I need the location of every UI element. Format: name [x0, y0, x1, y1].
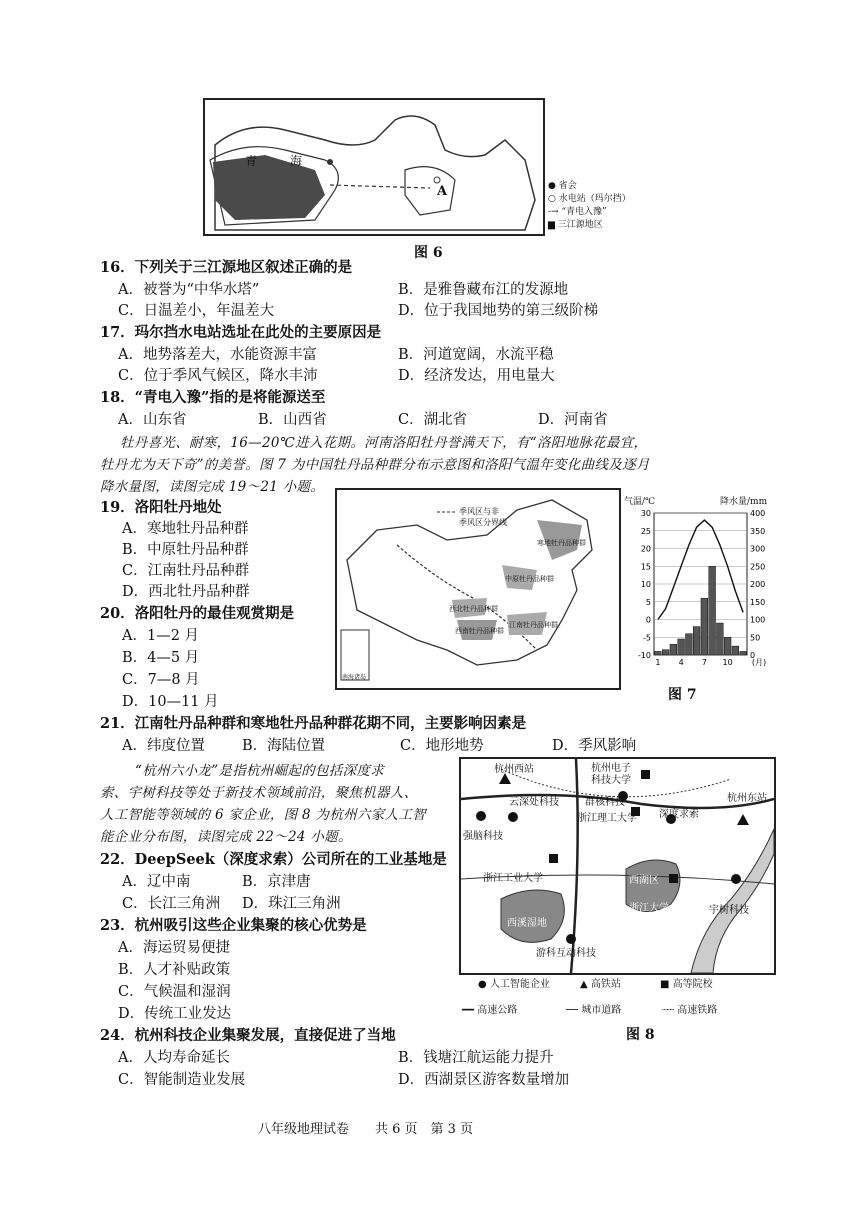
q21-option-d[interactable]: D．季风影响 — [552, 738, 637, 754]
q17-option-d[interactable]: D．经济发达，用电量大 — [398, 368, 555, 384]
q16-stem: 16．下列关于三江源地区叙述正确的是 — [100, 259, 353, 276]
q18-option-d[interactable]: D．河南省 — [538, 412, 608, 428]
q19-option-c[interactable]: C．江南牡丹品种群 — [122, 563, 250, 579]
q19-option-a[interactable]: A．寒地牡丹品种群 — [122, 521, 249, 537]
climate-tick-x: 7 — [701, 658, 707, 667]
q23-option-b[interactable]: B．人才补贴政策 — [118, 962, 231, 978]
yunshen-marker — [508, 812, 518, 822]
para2-line2: 索、宇树科技等处于新技术领域前沿，聚焦机器人、 — [100, 785, 418, 801]
unitree-marker — [731, 874, 741, 884]
climate-ylabel-left: 气温/℃ — [624, 497, 656, 507]
label-zju: 浙江大学 — [629, 903, 669, 914]
q21-option-c[interactable]: C．地形地势 — [400, 738, 484, 754]
climate-tick-left: 25 — [640, 526, 651, 536]
label-a: A — [437, 184, 448, 199]
para1-line2: 牡丹尤为天下奇”的美誉。图 7 为中国牡丹品种群分布示意图和洛阳气温年变化曲线及逐月 — [100, 457, 650, 473]
power-station-marker — [327, 159, 333, 165]
label-youke: 游科互动科技 — [536, 948, 596, 959]
q24-option-a[interactable]: A．人均寿命延长 — [118, 1050, 230, 1066]
zjut-marker — [549, 854, 558, 863]
climate-tick-left: -5 — [643, 633, 651, 643]
label-central-group: 中原牡丹品种群 — [505, 575, 554, 583]
legend-hsr-station: ▲ 高铁站 — [580, 979, 621, 990]
q18-option-a[interactable]: A．山东省 — [118, 412, 187, 428]
q22-option-b[interactable]: B．京津唐 — [242, 874, 311, 890]
precip-bar — [693, 627, 700, 655]
label-inset: 南海诸岛 — [342, 674, 367, 681]
climate-tick-x: 4 — [678, 658, 684, 667]
q24-option-c[interactable]: C．智能制造业发展 — [118, 1072, 246, 1088]
climate-tick-right: 250 — [750, 562, 766, 572]
q18-option-b[interactable]: B．山西省 — [258, 412, 327, 428]
label-yunshen: 云深处科技 — [509, 797, 559, 808]
map-legend-line1: 季风区与非 — [459, 507, 499, 516]
climate-tick-right: 200 — [750, 580, 766, 589]
q16-option-d[interactable]: D．位于我国地势的第三级阶梯 — [398, 303, 599, 319]
label-zist: 浙江理工大学 — [577, 813, 637, 824]
q22-option-c[interactable]: C．长江三角洲 — [122, 896, 221, 912]
climate-tick-right: 0 — [750, 651, 756, 660]
legend-hsr: ┈┈ 高速铁路 — [662, 1005, 718, 1016]
climate-tick-left: 15 — [640, 562, 651, 572]
label-unitree: 宇树科技 — [709, 905, 749, 916]
precip-bar — [740, 651, 747, 655]
label-east-station: 杭州东站 — [727, 793, 767, 804]
q21-option-a[interactable]: A．纬度位置 — [122, 738, 205, 754]
q22-stem: 22．DeepSeek（深度求索）公司所在的工业基地是 — [100, 851, 447, 868]
q18-stem: 18．“青电入豫”指的是将能源送至 — [100, 389, 326, 406]
fig7-climate-chart — [622, 497, 777, 677]
q20-option-a[interactable]: A．1—2 月 — [122, 628, 200, 644]
q16-option-a[interactable]: A．被誉为“中华水塔” — [118, 282, 260, 298]
q16-option-b[interactable]: B．是雅鲁藏布江的发源地 — [398, 282, 569, 298]
precip-bar — [670, 644, 677, 655]
climate-tick-right: 150 — [750, 597, 766, 607]
fig7-caption: 图 7 — [668, 687, 697, 703]
legend-university: ■ 高等院校 — [660, 979, 713, 990]
q21-option-b[interactable]: B．海陆位置 — [242, 738, 326, 754]
capital-marker — [434, 177, 440, 183]
precip-bar — [701, 598, 708, 655]
q17-option-a[interactable]: A．地势落差大，水能资源丰富 — [118, 347, 317, 363]
legend-region: ▆ 三江源地区 — [548, 220, 603, 230]
q20-option-d[interactable]: D．10—11 月 — [122, 694, 219, 710]
label-qing: 青 — [245, 154, 258, 168]
power-line — [330, 185, 430, 188]
q19-option-d[interactable]: D．西北牡丹品种群 — [122, 584, 250, 600]
brain-marker — [476, 811, 486, 821]
sanjiangyuan-region — [213, 155, 325, 220]
fig6-map — [203, 98, 545, 236]
legend-city-road: ── 城市道路 — [566, 1005, 622, 1016]
precip-bar — [709, 566, 716, 655]
fig8-hangzhou-map — [459, 757, 776, 975]
q17-stem: 17．玛尔挡水电站选址在此处的主要原因是 — [100, 324, 382, 341]
climate-tick-left: 0 — [645, 615, 651, 625]
q19-option-b[interactable]: B．中原牡丹品种群 — [122, 542, 249, 558]
label-hdu: 杭州电子 — [591, 763, 631, 774]
q22-option-a[interactable]: A．辽中南 — [122, 874, 191, 890]
q17-option-b[interactable]: B．河道宽阔，水流平稳 — [398, 347, 554, 363]
label-deepseek: 深度求索 — [659, 809, 699, 820]
q23-option-c[interactable]: C．气候温和湿润 — [118, 984, 231, 1000]
q17-option-c[interactable]: C．位于季风气候区，降水丰沛 — [118, 368, 318, 384]
para2-line3: 人工智能等领域的 6 家企业，图 8 为杭州六家人工智 — [100, 807, 426, 823]
label-hdu-2: 科技大学 — [591, 775, 631, 786]
precip-bar — [724, 637, 731, 655]
label-qunhe: 群核科技 — [585, 797, 625, 808]
label-xixi: 西溪湿地 — [507, 918, 547, 929]
climate-tick-left: 20 — [640, 544, 651, 554]
q23-stem: 23．杭州吸引这些企业集聚的核心优势是 — [100, 917, 367, 934]
para1-line3: 降水量图，读图完成 19～21 小题。 — [100, 479, 325, 495]
fig7-china-map — [335, 488, 621, 690]
precip-bar — [732, 646, 739, 655]
q23-option-d[interactable]: D．传统工业发达 — [118, 1006, 232, 1022]
legend-line: -→ “青电入豫” — [548, 207, 607, 217]
climate-tick-left: 5 — [645, 597, 651, 607]
q22-option-d[interactable]: D．珠江三角洲 — [242, 896, 341, 912]
climate-tick-right: 350 — [750, 526, 766, 536]
legend-capital: ● 省会 — [548, 181, 577, 191]
page-footer: 八年级地理试卷 共 6 页 第 3 页 — [258, 1122, 474, 1137]
label-west-station: 杭州西站 — [494, 764, 534, 775]
legend-expressway: ━━ 高速公路 — [462, 1005, 518, 1016]
precip-bar — [662, 650, 669, 655]
label-xihu: 西湖区 — [629, 875, 659, 886]
legend-station: ○ 水电站（玛尔挡） — [548, 194, 631, 204]
climate-tick-x: 1 — [655, 658, 661, 667]
climate-tick-right: 400 — [750, 509, 766, 518]
q20-option-c[interactable]: C．7—8 月 — [122, 672, 200, 688]
map-legend-line2: 季风区分界线 — [459, 518, 507, 527]
q20-stem: 20．洛阳牡丹的最佳观赏期是 — [100, 605, 295, 622]
climate-tick-right: 50 — [750, 633, 761, 643]
precip-bar — [686, 634, 693, 655]
precip-bar — [717, 623, 724, 655]
q21-stem: 21．江南牡丹品种群和寒地牡丹品种群花期不同，主要影响因素是 — [100, 715, 527, 732]
climate-chart-svg — [622, 497, 777, 677]
climate-tick-left: 30 — [640, 509, 651, 518]
temperature-curve — [658, 520, 743, 619]
q16-option-c[interactable]: C．日温差小，年温差大 — [118, 303, 275, 319]
east-station-marker — [737, 814, 749, 825]
label-zjut: 浙江工业大学 — [483, 873, 543, 884]
q19-stem: 19．洛阳牡丹地处 — [100, 499, 222, 516]
climate-xlabel: (月) — [751, 658, 767, 667]
para1-line1: 牡丹喜光、耐寒，16—20℃进入花期。河南洛阳牡丹誉满天下，有“洛阳地脉花最宜， — [120, 435, 648, 451]
para2-line4: 能企业分布图，读图完成 22～24 小题。 — [100, 829, 352, 845]
climate-tick-right: 100 — [750, 615, 766, 625]
q23-option-a[interactable]: A．海运贸易便捷 — [118, 940, 230, 956]
label-hai: 海 — [290, 154, 303, 168]
label-brain: 强脑科技 — [463, 831, 503, 842]
fig8-caption: 图 8 — [626, 1027, 655, 1043]
para2-line1: “杭州六小龙”是指杭州崛起的包括深度求 — [135, 763, 385, 779]
youke-marker — [566, 934, 576, 944]
climate-tick-left: 10 — [640, 580, 651, 589]
climate-ylabel-right: 降水量/mm — [720, 497, 768, 507]
hdu-marker — [641, 770, 650, 779]
q18-option-c[interactable]: C．湖北省 — [398, 412, 468, 428]
climate-tick-right: 300 — [750, 544, 766, 554]
zju-marker — [669, 874, 678, 883]
legend-ai-company: ● 人工智能企业 — [478, 979, 550, 990]
precip-bar — [678, 639, 685, 655]
label-cold-group: 寒地牡丹品种群 — [537, 539, 586, 547]
climate-tick-left: -10 — [637, 651, 651, 660]
q24-option-b[interactable]: B．钱塘江航运能力提升 — [398, 1050, 554, 1066]
fig6-caption: 图 6 — [414, 245, 443, 261]
q24-stem: 24．杭州科技企业集聚发展，直接促进了当地 — [100, 1027, 396, 1044]
label-southwest-group: 西南牡丹品种群 — [455, 627, 504, 635]
label-northwest-group: 西北牡丹品种群 — [449, 605, 498, 613]
q24-option-d[interactable]: D．西湖景区游客数量增加 — [398, 1072, 570, 1088]
climate-tick-x: 10 — [722, 658, 733, 667]
precip-bar — [655, 651, 662, 655]
label-jiangnan-group: 江南牡丹品种群 — [509, 621, 558, 629]
q20-option-b[interactable]: B．4—5 月 — [122, 650, 200, 666]
